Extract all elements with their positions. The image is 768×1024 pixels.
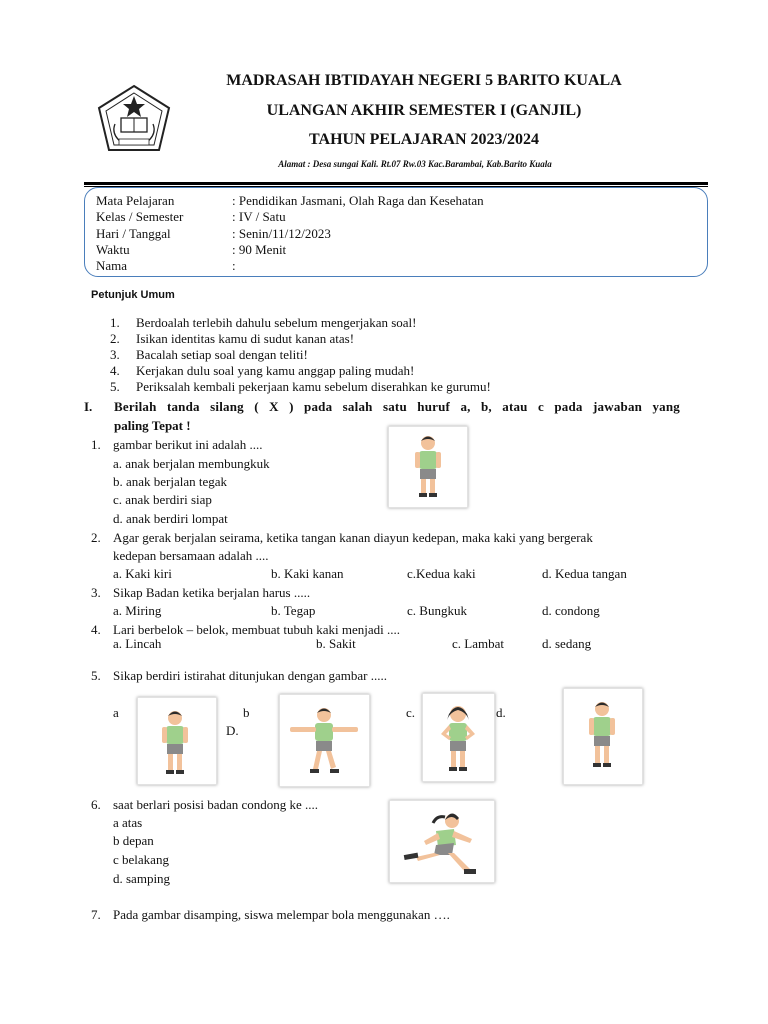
answer-option[interactable]: c.Kedua kaki	[407, 566, 476, 581]
answer-option-d[interactable]: d.	[496, 705, 506, 720]
option-d-image	[563, 688, 643, 785]
instruction-text: Kerjakan dulu soal yang kamu anggap paling mudah!	[136, 363, 415, 378]
answer-option[interactable]: a. Lincah	[113, 636, 162, 651]
question-text: Sikap berdiri istirahat ditunjukan dengan gambar .....	[113, 668, 388, 683]
answer-option[interactable]: a atas	[113, 815, 143, 830]
identity-value-name: :	[232, 258, 236, 273]
standing-boy-icon	[564, 689, 642, 784]
answer-option[interactable]: a. Miring	[113, 603, 162, 618]
instruction-number: 2.	[110, 331, 120, 346]
section-instruction-line2: paling Tepat !	[114, 418, 191, 433]
question-number: 3.	[91, 585, 101, 600]
hands-on-hips-girl-icon	[423, 694, 494, 781]
arms-spread-boy-icon	[280, 695, 369, 786]
identity-label: Nama	[96, 258, 128, 273]
identity-label: Mata Pelajaran	[96, 193, 175, 208]
answer-option-a[interactable]: a	[113, 705, 119, 720]
answer-option[interactable]: c. Bungkuk	[407, 603, 467, 618]
answer-option[interactable]: c. Lambat	[452, 636, 504, 651]
identity-label: Waktu	[96, 242, 130, 257]
question-text: Sikap Badan ketika berjalan harus .....	[113, 585, 311, 600]
identity-label: Kelas / Semester	[96, 209, 184, 224]
instructions-title: Petunjuk Umum	[91, 289, 175, 301]
answer-option[interactable]: b. anak berjalan tegak	[113, 474, 228, 489]
question-text: Agar gerak berjalan seirama, ketika tangan kanan diayun kedepan, maka kaki yang bergerak	[113, 530, 593, 545]
identity-value-class: : IV / Satu	[232, 209, 286, 224]
header-rule-thick	[84, 182, 708, 185]
instruction-text: Periksalah kembali pekerjaan kamu sebelum diserahkan ke gurumu!	[136, 379, 491, 394]
answer-option-c[interactable]: c.	[406, 705, 416, 720]
question-text: Lari berbelok – belok, membuat tubuh kaki menjadi ....	[113, 622, 401, 637]
option-c-image	[422, 693, 495, 782]
answer-option[interactable]: b. Tegap	[271, 603, 316, 618]
answer-option-extra[interactable]: D.	[226, 723, 239, 738]
question-number: 2.	[91, 530, 101, 545]
identity-value-subject: : Pendidikan Jasmani, Olah Raga dan Kesehatan	[232, 193, 484, 208]
instruction-number: 4.	[110, 363, 120, 378]
running-girl-image	[389, 800, 495, 883]
identity-label: Hari / Tanggal	[96, 226, 171, 241]
option-b-image	[279, 694, 370, 787]
answer-option[interactable]: a. Kaki kiri	[113, 566, 172, 581]
standing-boy-image	[388, 426, 468, 508]
question-number: 4.	[91, 622, 101, 637]
answer-option[interactable]: b. Kaki kanan	[271, 566, 344, 581]
answer-option[interactable]: b depan	[113, 833, 154, 848]
school-address: Alamat : Desa sungai Kali. Rt.07 Rw.03 Kac.Barambai, Kab.Barito Kuala	[278, 159, 552, 169]
answer-option[interactable]: b. Sakit	[316, 636, 356, 651]
answer-option[interactable]: d. Kedua tangan	[542, 566, 627, 581]
question-text: saat berlari posisi badan condong ke ....	[113, 797, 319, 812]
question-number: 7.	[91, 907, 101, 922]
instruction-number: 5.	[110, 379, 120, 394]
answer-option[interactable]: a. anak berjalan membungkuk	[113, 456, 270, 471]
answer-option-b[interactable]: b	[243, 705, 250, 720]
question-number: 6.	[91, 797, 101, 812]
exam-title: ULANGAN AKHIR SEMESTER I (GANJIL)	[266, 102, 582, 119]
answer-option[interactable]: d. anak berdiri lompat	[113, 511, 228, 526]
answer-option[interactable]: d. sedang	[542, 636, 592, 651]
answer-option[interactable]: c belakang	[113, 852, 169, 867]
question-number: 1.	[91, 437, 101, 452]
school-year: TAHUN PELAJARAN 2023/2024	[309, 131, 539, 148]
section-instruction-line1: Berilah tanda silang ( X ) pada salah satu huruf a, b, atau c pada jawaban yang	[114, 399, 680, 414]
school-name: MADRASAH IBTIDAYAH NEGERI 5 BARITO KUALA	[226, 72, 622, 89]
instruction-number: 1.	[110, 315, 120, 330]
question-text: gambar berikut ini adalah ....	[113, 437, 263, 452]
running-girl-icon	[390, 801, 494, 882]
option-a-image	[137, 697, 217, 785]
standing-boy-icon	[138, 698, 216, 784]
question-text: Pada gambar disamping, siswa melempar bola menggunakan ….	[113, 907, 450, 922]
identity-value-date: : Senin/11/12/2023	[232, 226, 331, 241]
identity-value-time: : 90 Menit	[232, 242, 287, 257]
instruction-number: 3.	[110, 347, 120, 362]
instruction-text: Isikan identitas kamu di sudut kanan atas!	[136, 331, 355, 346]
question-number: 5.	[91, 668, 101, 683]
answer-option[interactable]: c. anak berdiri siap	[113, 492, 212, 507]
question-text-continued: kedepan bersamaan adalah ....	[113, 548, 269, 563]
standing-boy-icon	[389, 427, 467, 507]
answer-option[interactable]: d. samping	[113, 871, 171, 886]
section-number: I.	[84, 399, 93, 414]
answer-option[interactable]: d. condong	[542, 603, 600, 618]
instruction-text: Bacalah setiap soal dengan teliti!	[136, 347, 308, 362]
instruction-text: Berdoalah terlebih dahulu sebelum mengerjakan soal!	[136, 315, 417, 330]
